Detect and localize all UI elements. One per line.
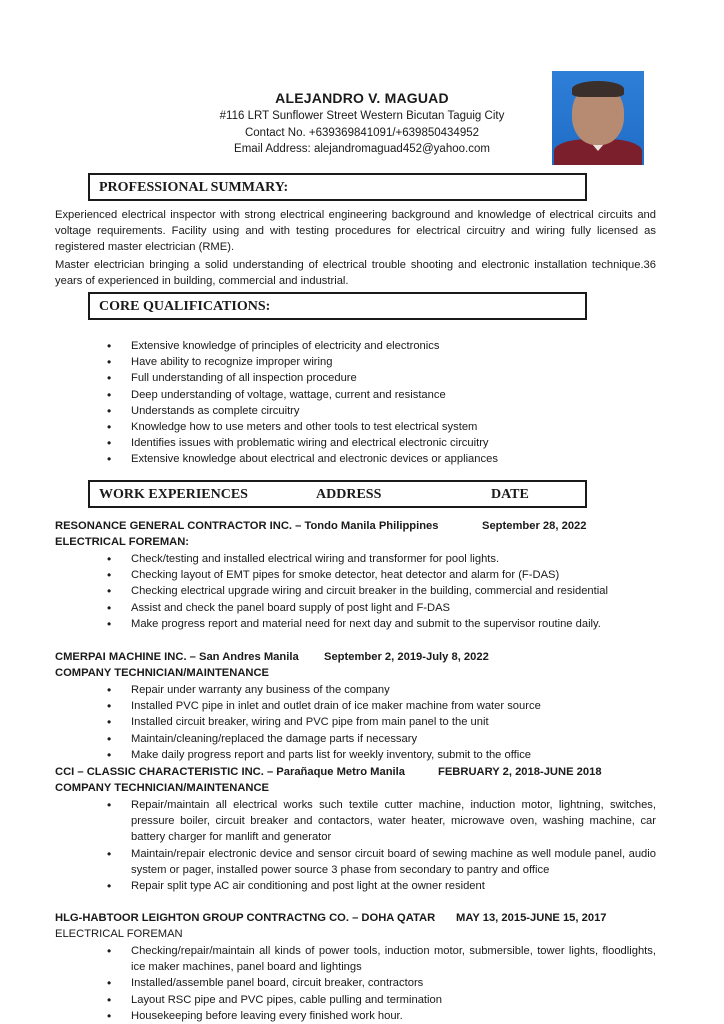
list-item: • Extensive knowledge of principles of electricity and electronics	[107, 338, 577, 354]
job-company: CCI – CLASSIC CHARACTERISTIC INC. – Parañaque Metro Manila	[55, 766, 405, 778]
job-duties-list	[107, 551, 656, 632]
list-item: • Check/testing and installed electrical wiring and transformer for pool lights.	[107, 551, 656, 567]
job-company: HLG-HABTOOR LEIGHTON GROUP CONTRACTNG CO. – DOHA QATAR	[55, 912, 436, 924]
list-item: • Have ability to recognize improper wiring	[107, 354, 577, 370]
home-address: #116 LRT Sunflower Street Western Bicutan Taguig City	[219, 110, 505, 122]
list-item: • Extensive knowledge about electrical and electronic devices or appliances	[107, 451, 577, 467]
list-item: • Deep understanding of voltage, wattage, current and resistance	[107, 387, 577, 403]
email-address: Email Address: alejandromaguad452@yahoo.com	[234, 143, 490, 155]
core-qualifications-list	[107, 338, 577, 468]
job-duties-list	[107, 682, 656, 763]
job-role: COMPANY TECHNICIAN/MAINTENANCE	[55, 782, 270, 794]
list-item: • Repair/maintain all electrical works such textile cutter machine, induction motor, lightning, switches, pressure boiler, circuit breaker and contactors, water heater, microwave oven, washing machine, car battery charger for manlift and generator	[107, 797, 656, 846]
job-company: CMERPAI MACHINE INC. – San Andres Manila	[55, 651, 299, 663]
job-duties-list	[107, 797, 656, 894]
job-company: RESONANCE GENERAL CONTRACTOR INC. – Tondo Manila Philippines	[55, 520, 439, 532]
job-role: ELECTRICAL FOREMAN	[55, 928, 183, 940]
list-item: • Installed circuit breaker, wiring and PVC pipe from main panel to the unit	[107, 714, 656, 730]
work-experiences-heading	[88, 480, 587, 508]
list-item: • Identifies issues with problematic wiring and electrical electronic circuitry	[107, 435, 577, 451]
job-date: MAY 13, 2015-JUNE 15, 2017	[456, 912, 607, 924]
list-item: • Checking/repair/maintain all kinds of power tools, induction motor, submersible, tower lights, floodlights, ice maker machines, panel board and lightings	[107, 943, 656, 975]
contact-number: Contact No. +639369841091/+639850434952	[244, 127, 480, 139]
list-item: • Understands as complete circuitry	[107, 403, 577, 419]
professional-summary-heading: PROFESSIONAL SUMMARY:	[88, 173, 587, 201]
list-item: • Layout RSC pipe and PVC pipes, cable pulling and termination	[107, 992, 656, 1008]
applicant-name: ALEJANDRO V. MAGUAD	[275, 90, 449, 106]
list-item: • Repair under warranty any business of the company	[107, 682, 656, 698]
job-date: FEBRUARY 2, 2018-JUNE 2018	[438, 766, 602, 778]
job-date: September 2, 2019-July 8, 2022	[324, 651, 489, 663]
list-item: • Full understanding of all inspection procedure	[107, 370, 577, 386]
summary-paragraph-2: Master electrician bringing a solid understanding of electrical trouble shooting and electronic installation technique.36 years of experienced in building, commercial and industrial.	[55, 259, 656, 288]
list-item: • Maintain/repair electronic device and sensor circuit board of sewing machine as well module panel, audio system or pager, installed power source 3 phase from secondary to pantry and office	[107, 846, 656, 878]
list-item: • Knowledge how to use meters and other tools to test electrical system	[107, 419, 577, 435]
profile-photo	[552, 71, 644, 165]
list-item: • Checking electrical upgrade wiring and circuit breaker in the building, commercial and residential	[107, 583, 656, 599]
work-experiences-label: WORK EXPERIENCES	[99, 487, 248, 502]
job-role: ELECTRICAL FOREMAN:	[55, 536, 190, 548]
list-item: • Checking layout of EMT pipes for smoke detector, heat detector and alarm for (F-DAS)	[107, 567, 656, 583]
job-duties-list	[107, 943, 656, 1024]
job-date: September 28, 2022	[482, 520, 587, 532]
address-label: ADDRESS	[316, 487, 382, 502]
list-item: • Repair split type AC air conditioning and post light at the owner resident	[107, 878, 656, 894]
list-item: • Installed PVC pipe in inlet and outlet drain of ice maker machine from water source	[107, 698, 656, 714]
list-item: • Installed/assemble panel board, circuit breaker, contractors	[107, 975, 656, 991]
list-item: • Assist and check the panel board supply of post light and F-DAS	[107, 600, 656, 616]
summary-paragraph-1: Experienced electrical inspector with strong electrical engineering background and knowledge of electrical circuits and voltage requirements. Facility using and with testing procedures for electrical circuitry and wiring fully licensed as registered master electrician (RME).	[55, 209, 656, 254]
list-item: • Maintain/cleaning/replaced the damage parts if necessary	[107, 731, 656, 747]
list-item: • Make daily progress report and parts list for weekly inventory, submit to the office	[107, 747, 656, 763]
job-role: COMPANY TECHNICIAN/MAINTENANCE	[55, 667, 270, 679]
core-qualifications-heading: CORE QUALIFICATIONS:	[88, 292, 587, 320]
list-item: • Housekeeping before leaving every finished work hour.	[107, 1008, 656, 1024]
date-label: DATE	[491, 487, 529, 502]
list-item: • Make progress report and material need for next day and submit to the supervisor routine daily.	[107, 616, 656, 632]
